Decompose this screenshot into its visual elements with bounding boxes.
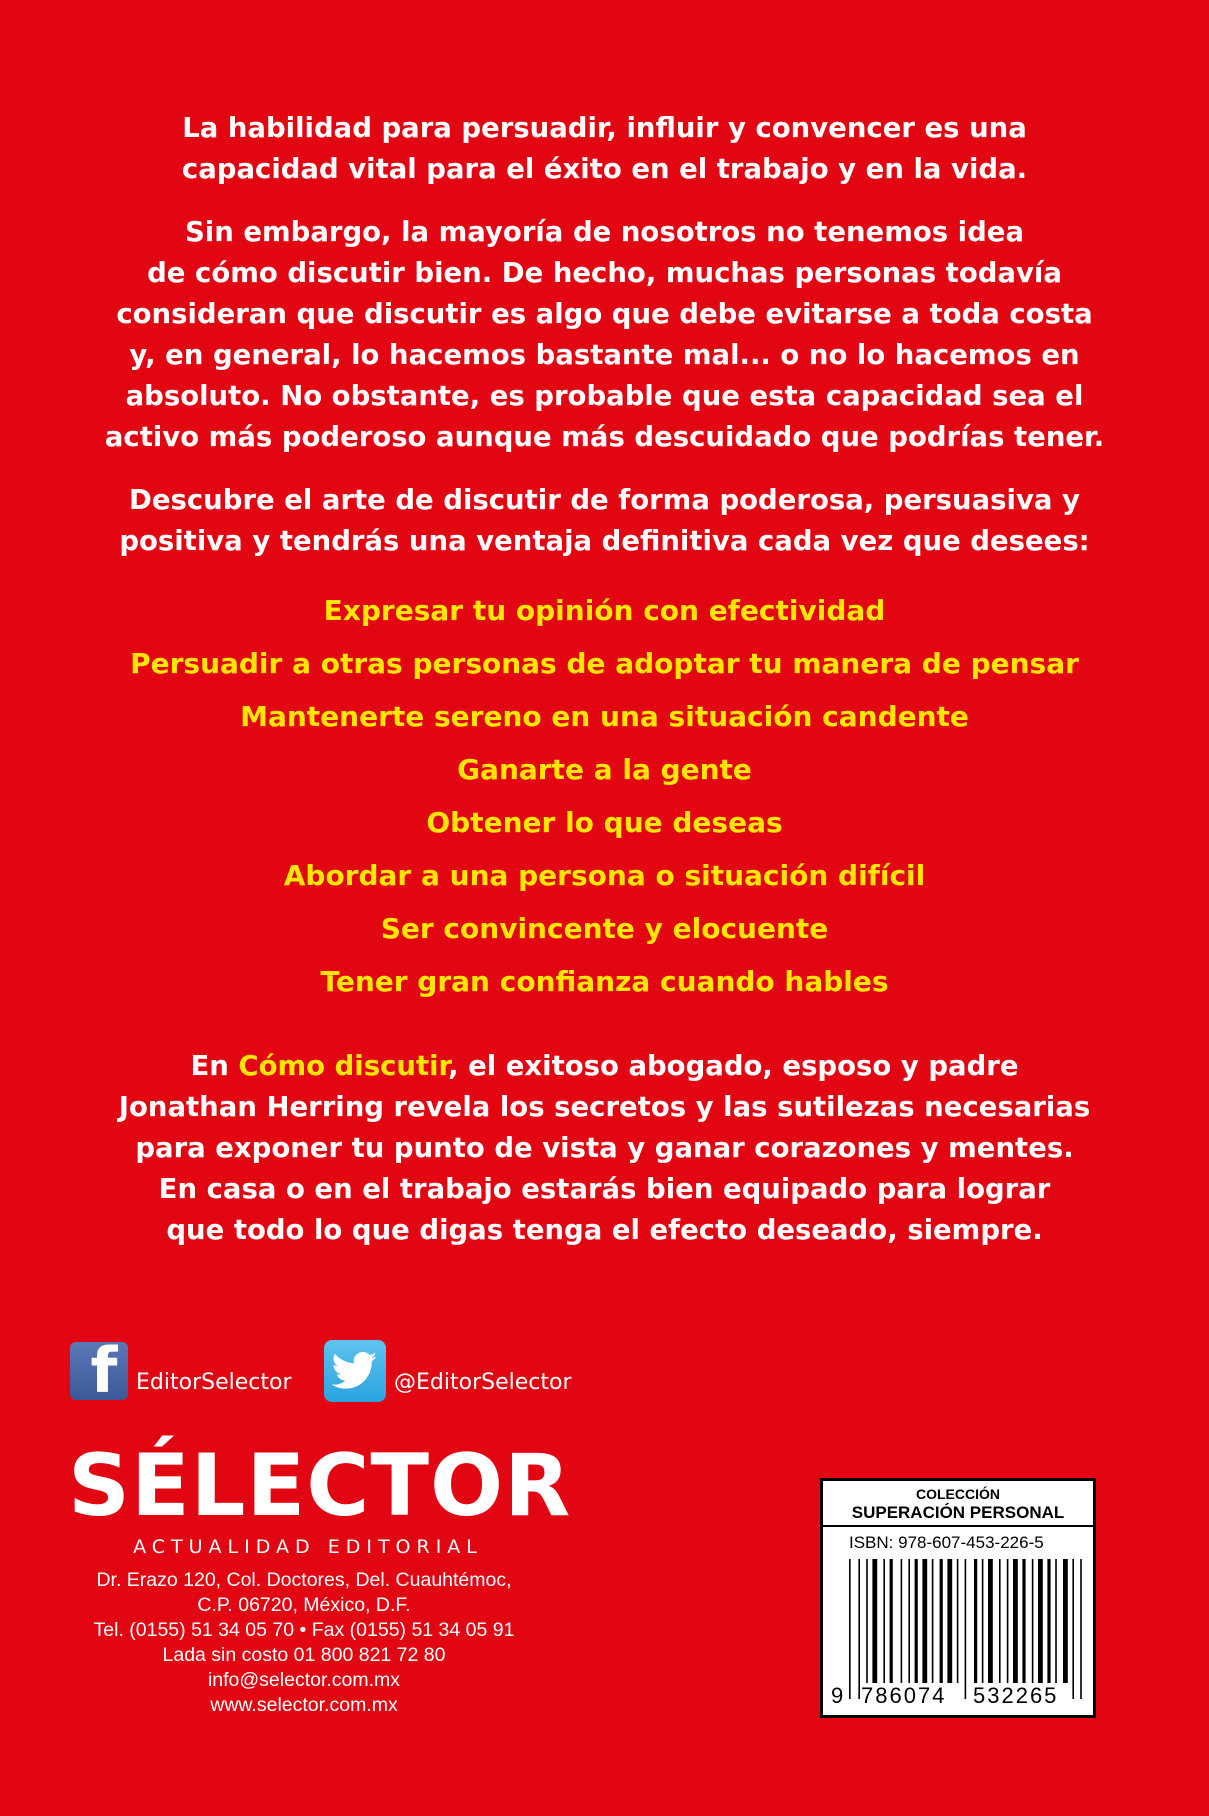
barcode-bar [1063,1559,1068,1683]
intro-paragraph-2 [80,212,1129,458]
text-fragment: , el exitoso abogado, esposo y padre [448,1050,1019,1082]
intro-paragraph-3 [80,480,1129,562]
isbn-barcode-box [820,1478,1096,1718]
facebook-handle: EditorSelector [136,1369,292,1395]
barcode-bar [1013,1559,1018,1683]
benefit-item: Tener gran confianza cuando hables [320,965,889,998]
barcode-bar [890,1559,893,1683]
barcode-bar [872,1559,877,1683]
barcode-bar [965,1559,967,1699]
text-line: que todo lo que digas tenga el efecto deseado, siempre. [166,1214,1043,1246]
collection-header [823,1481,1093,1527]
website-line[interactable]: www.selector.com.mx [210,1694,398,1716]
text-line: Sin embargo, la mayoría de nosotros no tenemos idea [184,216,1025,248]
barcode-bar [1072,1559,1074,1699]
text-line: activo más poderoso aunque más descuidado que podrías tener. [104,421,1105,453]
barcode-digits [831,1681,1087,1709]
text-line: En casa o en el trabajo estarás bien equipado para lograr [158,1173,1051,1205]
barcode-bar [1032,1559,1034,1683]
barcode-bar [999,1559,1001,1683]
isbn-number: ISBN: 978-607-453-226-5 [849,1533,1044,1552]
publisher-logo [68,1436,572,1558]
text-line: de cómo discutir bien. De hecho, muchas personas todavía [147,257,1062,289]
collection-label: COLECCIÓN [916,1486,1000,1502]
barcode-bar [988,1559,993,1683]
intro-paragraph-1 [80,108,1129,190]
address-line: C.P. 06720, México, D.F. [197,1594,411,1616]
benefit-item: Expresar tu opinión con efectividad [323,594,886,627]
email-line[interactable]: info@selector.com.mx [207,1669,401,1691]
phone-line: Tel. (0155) 51 34 05 70 • Fax (0155) 51 34 05 91 [93,1619,515,1641]
barcode-bar [947,1559,952,1683]
benefit-item: Ser convincente y elocuente [380,912,829,945]
closing-paragraph [80,1046,1129,1251]
barcode-bar [1080,1559,1082,1699]
back-cover-text [80,108,1129,1273]
barcode-digit-group: 786074 [861,1683,947,1708]
text-line: capacidad vital para el éxito en el trabajo y en la vida. [181,153,1028,185]
benefit-item: Abordar a una persona o situación difícil [283,859,926,892]
barcode-bar [849,1559,851,1699]
facebook-icon: f [70,1342,128,1400]
barcode-bar [922,1559,927,1683]
collection-name: SUPERACIÓN PERSONAL [851,1503,1065,1522]
barcode-bar [982,1559,984,1683]
publisher-address [64,1568,544,1718]
text-line [80,1046,1129,1087]
twitter-link[interactable] [324,1340,571,1402]
barcode-bar [866,1559,868,1683]
barcode-bar [858,1559,860,1699]
text-line: para exponer tu punto de vista y ganar corazones y mentes. [135,1132,1074,1164]
text-line: positiva y tendrás una ventaja definitiva cada vez que desees: [119,525,1090,557]
barcode-bar [1055,1559,1057,1683]
text-line: absoluto. No obstante, es probable que esta capacidad sea el [125,380,1084,412]
barcode-bar [883,1559,885,1683]
barcode-bar [1022,1559,1025,1683]
twitter-handle: @EditorSelector [394,1369,572,1395]
publisher-tagline: ACTUALIDAD EDITORIAL [133,1536,483,1558]
barcode [831,1559,1087,1709]
benefit-item: Ganarte a la gente [457,753,752,786]
barcode-bar [901,1559,903,1683]
barcode-bar [1047,1559,1050,1683]
benefit-item: Persuadir a otras personas de adoptar tu manera de pensar [130,647,1079,680]
barcode-digit-group: 532265 [973,1683,1059,1708]
publisher-name: SÉLECTOR [68,1436,572,1536]
benefit-item: Obtener lo que deseas [426,806,783,839]
barcode-bar [1038,1559,1043,1683]
barcode-bar [940,1559,943,1683]
facebook-link[interactable] [70,1342,291,1400]
barcode-digit-first: 9 [831,1683,844,1708]
toll-free-line: Lada sin costo 01 800 821 72 80 [162,1644,446,1666]
text-line: Descubre el arte de discutir de forma poderosa, persuasiva y [129,484,1080,516]
twitter-icon [324,1340,386,1402]
text-line: Jonathan Herring revela los secretos y las sutilezas necesarias [118,1091,1091,1123]
barcode-bar [974,1559,977,1699]
text-fragment: En [190,1050,239,1082]
text-line: consideran que discutir es algo que debe evitarse a toda costa [116,298,1093,330]
benefit-item: Mantenerte sereno en una situación candente [240,700,969,733]
barcode-bar [957,1559,959,1683]
text-line: La habilidad para persuadir, influir y convencer es una [182,112,1027,144]
barcode-bar [908,1559,910,1683]
book-title: Cómo discutir [238,1050,449,1082]
benefits-list [80,584,1129,1008]
address-line: Dr. Erazo 120, Col. Doctores, Del. Cuauhtémoc, [96,1569,512,1591]
text-line: y, en general, lo hacemos bastante mal... o no lo hacemos en [129,339,1080,371]
barcode-bar [932,1559,934,1683]
barcode-bar [1007,1559,1009,1683]
barcode-bar [915,1559,918,1683]
